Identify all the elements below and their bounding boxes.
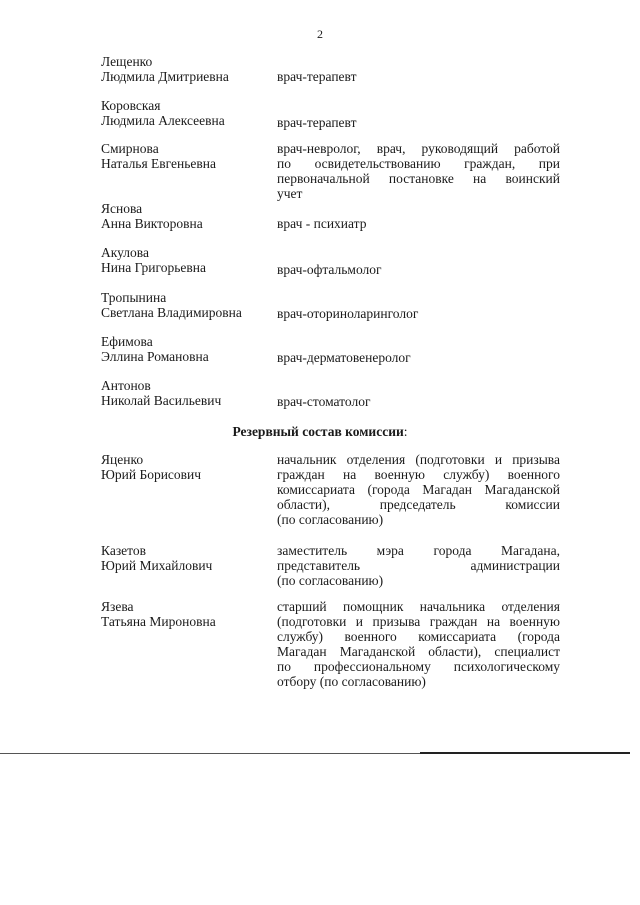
member-role-line: службу) военного комиссариата (города xyxy=(277,629,560,644)
section-title-colon: : xyxy=(403,424,408,439)
member-given-name: Татьяна Мироновна xyxy=(101,614,216,629)
footer-divider-thick xyxy=(420,752,630,754)
member-surname: Коровская xyxy=(101,98,161,113)
member-role-line: первоначальной постановке на воинский xyxy=(277,171,560,186)
member-role-line: по профессиональному психологическому xyxy=(277,659,560,674)
member-role-line: врач-невролог, врач, руководящий работой xyxy=(277,141,560,156)
member-surname: Акулова xyxy=(101,245,149,260)
member-given-name: Людмила Алексеевна xyxy=(101,113,225,128)
member-role-line: заместитель мэра города Магадана, xyxy=(277,543,560,558)
member-name xyxy=(101,378,271,408)
member-role-line: граждан на военную службу) военного xyxy=(277,467,560,482)
member-role-line: учет xyxy=(277,186,303,201)
member-role-line: по освидетельствованию граждан, при xyxy=(277,156,560,171)
member-role: врач-оториноларинголог xyxy=(277,306,419,321)
member-name xyxy=(101,54,271,84)
section-title xyxy=(0,424,640,439)
member-name xyxy=(101,599,271,629)
member-role-line: (по согласованию) xyxy=(277,512,384,527)
member-role xyxy=(277,543,560,588)
member-given-name: Николай Васильевич xyxy=(101,393,222,408)
member-surname: Лещенко xyxy=(101,54,153,69)
member-role-line: представитель администрации xyxy=(277,558,560,573)
member-role: врач-дерматовенеролог xyxy=(277,350,411,365)
member-role-line: старший помощник начальника отделения xyxy=(277,599,560,614)
member-role: врач-терапевт xyxy=(277,69,357,84)
member-role: врач-офтальмолог xyxy=(277,262,382,277)
member-surname: Яснова xyxy=(101,201,143,216)
member-name xyxy=(101,543,271,573)
member-role: врач - психиатр xyxy=(277,216,367,231)
member-role: врач-терапевт xyxy=(277,115,357,130)
member-role xyxy=(277,599,560,689)
member-name xyxy=(101,290,271,320)
member-role-line: Магадан Магаданской области), специалист xyxy=(277,644,560,659)
member-surname: Казетов xyxy=(101,543,146,558)
member-role-line: начальник отделения (подготовки и призыва xyxy=(277,452,560,467)
page-number: 2 xyxy=(317,27,323,41)
member-surname: Смирнова xyxy=(101,141,159,156)
member-role: врач-стоматолог xyxy=(277,394,371,409)
member-surname: Яценко xyxy=(101,452,144,467)
member-role-line: области), председатель комиссии xyxy=(277,497,560,512)
member-role-line: (подготовки и призыва граждан на военную xyxy=(277,614,560,629)
member-given-name: Людмила Дмитриевна xyxy=(101,69,229,84)
member-name xyxy=(101,334,271,364)
member-given-name: Анна Викторовна xyxy=(101,216,203,231)
member-role xyxy=(277,141,560,201)
section-title-text: Резервный состав комиссии xyxy=(232,424,404,439)
member-given-name: Юрий Михайлович xyxy=(101,558,213,573)
member-role-line: отбору (по согласованию) xyxy=(277,674,426,689)
member-role-line: (по согласованию) xyxy=(277,573,384,588)
member-given-name: Юрий Борисович xyxy=(101,467,202,482)
member-given-name: Светлана Владимировна xyxy=(101,305,242,320)
member-given-name: Эллина Романовна xyxy=(101,349,209,364)
member-name xyxy=(101,452,271,482)
member-name xyxy=(101,141,271,171)
member-surname: Тропынина xyxy=(101,290,167,305)
member-given-name: Наталья Евгеньевна xyxy=(101,156,216,171)
member-surname: Язева xyxy=(101,599,134,614)
member-name xyxy=(101,245,271,275)
member-surname: Антонов xyxy=(101,378,151,393)
member-name xyxy=(101,201,271,231)
member-role-line: комиссариата (города Магадан Магаданской xyxy=(277,482,560,497)
member-surname: Ефимова xyxy=(101,334,153,349)
member-role xyxy=(277,452,560,527)
member-name xyxy=(101,98,271,128)
member-given-name: Нина Григорьевна xyxy=(101,260,206,275)
